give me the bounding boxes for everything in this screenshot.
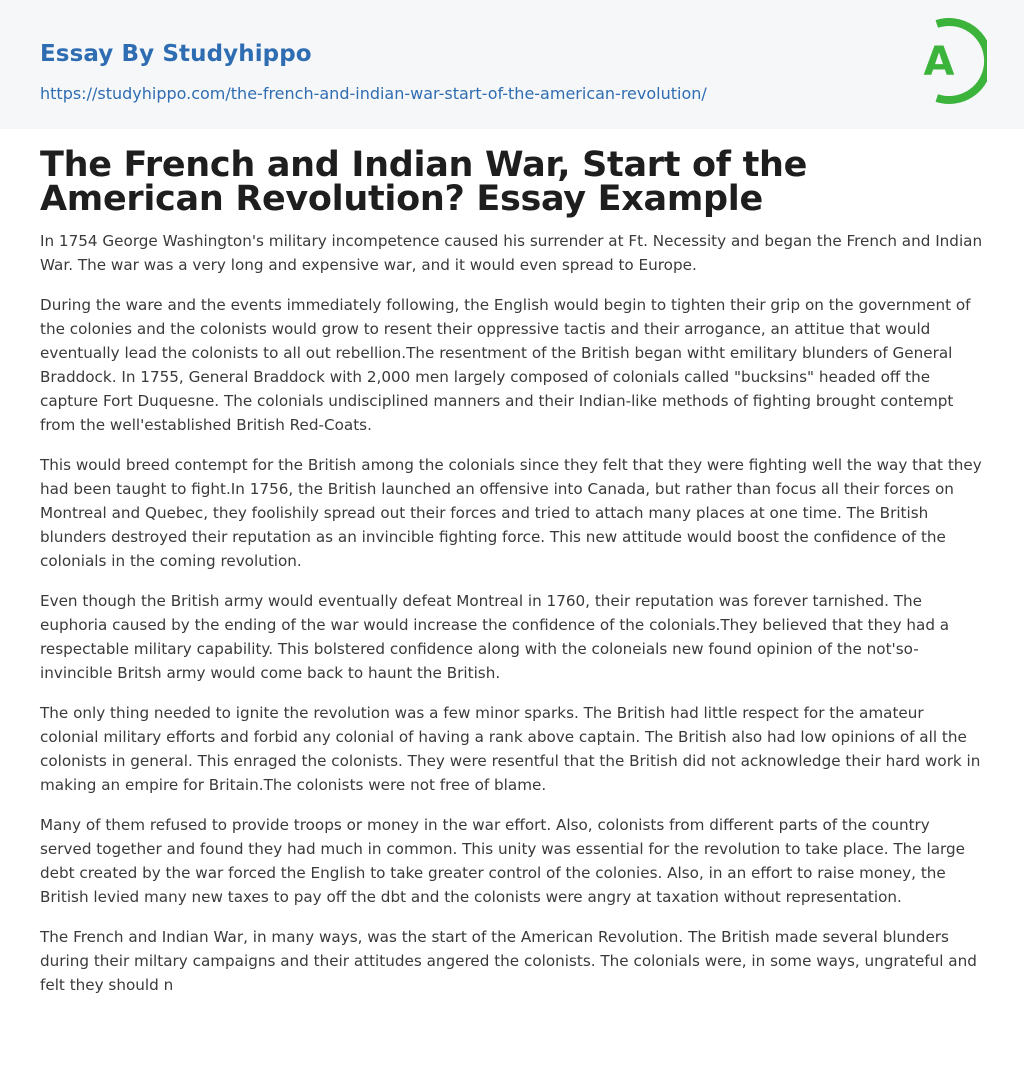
essay-body xyxy=(40,229,984,1013)
essay-paragraph: Even though the British army would eventually defeat Montreal in 1760, their reputation was forever tarnished. The euphoria caused by the ending of the war would increase the confidence of the colonials.They believed that they had a respectable military capability. This bolstered confidence along with the coloneials new found opinion of the not'so-invincible Britsh army would come back to haunt the British. xyxy=(40,592,950,682)
essay-paragraph: In 1754 George Washington's military incompetence caused his surrender at Ft. Necessity and began the French and Indian War. The war was a very long and expensive war, and it would even spread to Europe. xyxy=(40,232,983,274)
essay-paragraph: The French and Indian War, in many ways, was the start of the American Revolution. The British made several blunders during their miltary campaigns and their attitudes angered the colonists. The colonials were, in some ways, ungrateful and felt they should n xyxy=(40,928,977,994)
essay-paragraph: During the ware and the events immediately following, the English would begin to tighten their grip on the government of the colonies and the colonists would grow to resent their oppressive tactis and their arrogance, an attitue that would eventually lead the colonists to all out rebellion.The resentment of the British began witht emilitary blunders of General Braddock. In 1755, General Braddock with 2,000 men largely composed of colonials called "bucksins" headed off the capture Fort Duquesne. The colonials undisciplined manners and their Indian-like methods of fighting brought contempt from the well'established British Red-Coats. xyxy=(40,296,971,434)
brand-title[interactable]: Essay By Studyhippo xyxy=(40,41,312,67)
essay-paragraph: The only thing needed to ignite the revolution was a few minor sparks. The British had little respect for the amateur colonial military efforts and forbid any colonial of having a rank above captain. The British also had low opinions of all the colonists in general. This enraged the colonists. They were resentful that the British did not acknowledge their hard work in making an empire for Britain.The colonists were not free of blame. xyxy=(40,704,981,794)
essay-title: The French and Indian War, Start of the American Revolution? Essay Example xyxy=(40,145,808,219)
logo-letter: A xyxy=(923,39,955,85)
essay-paragraph: This would breed contempt for the British among the colonials since they felt that they were fighting well the way that they had been taught to fight.In 1756, the British launched an offensive into Canada, but rather than focus all their forces on Montreal and Quebec, they foolishily spread out their forces and tried to attach many places at one time. The British blunders destroyed their reputation as an invincible fighting force. This new attitude would boost the confidence of the colonials in the coming revolution. xyxy=(40,456,982,570)
site-header xyxy=(0,0,1024,129)
essay-paragraph: Many of them refused to provide troops or money in the war effort. Also, colonists from different parts of the country served together and found they had much in common. This unity was essential for the revolution to take place. The large debt created by the war forced the English to take greater control of the colonies. Also, in an effort to raise money, the British levied many new taxes to pay off the dbt and the colonists were angry at taxation without representation. xyxy=(40,816,965,906)
source-url-link[interactable]: https://studyhippo.com/the-french-and-indian-war-start-of-the-american-revolution/ xyxy=(40,84,707,103)
logo-icon[interactable] xyxy=(911,18,987,106)
